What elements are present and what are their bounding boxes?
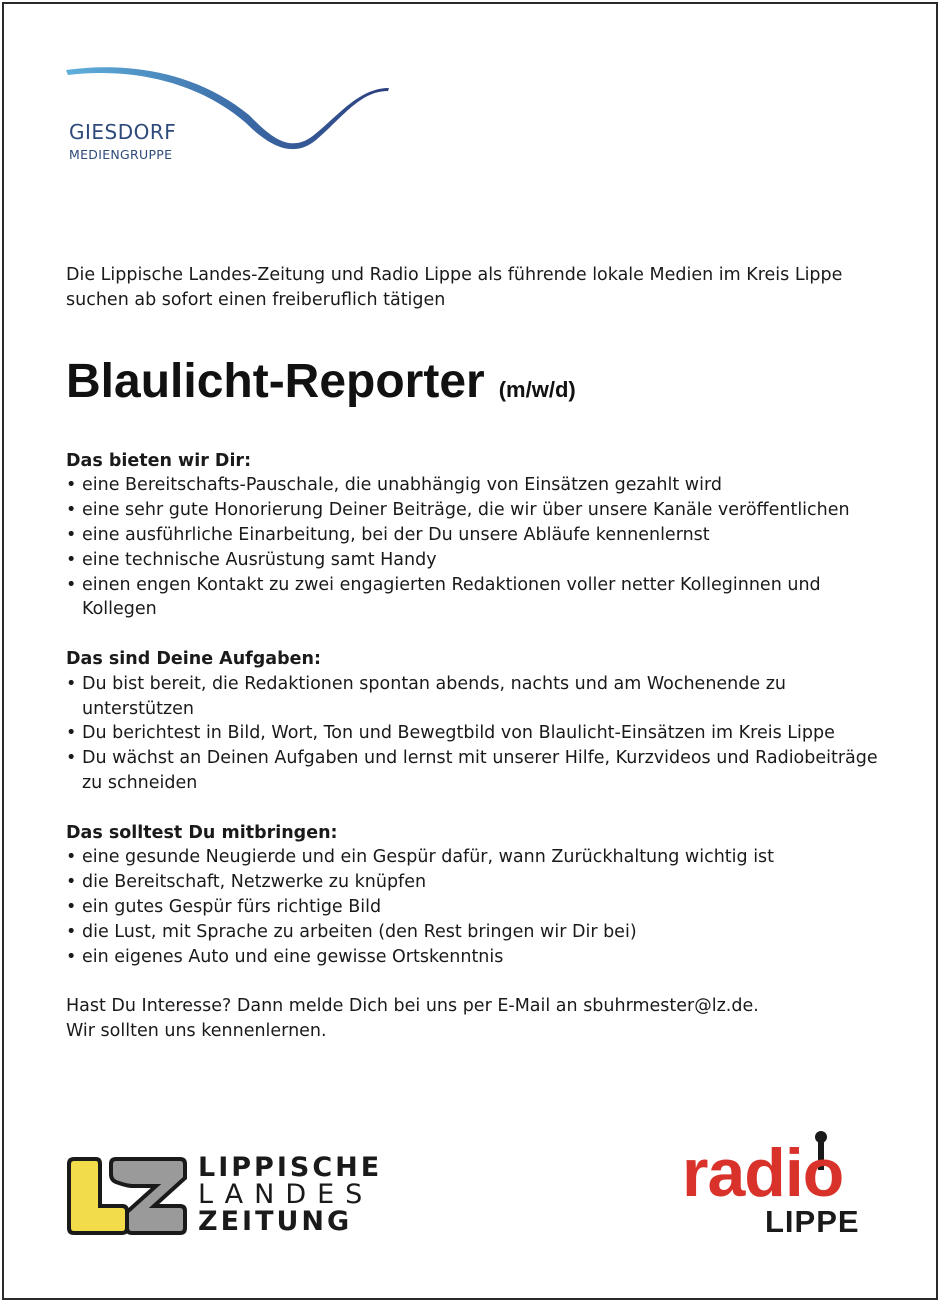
list-item: • Du wächst an Deinen Aufgaben und lernst mit unserer Hilfe, Kurzvideos und Radiobeiträge zu schneiden (66, 748, 878, 793)
radio-wordmark: radio (682, 1135, 844, 1211)
job-title-suffix: (m/w/d) (498, 376, 576, 402)
list-item: • die Bereitschaft, Netzwerke zu knüpfen (66, 872, 427, 893)
giesdorf-name: GIESDORF (69, 120, 177, 144)
job-ad-content (66, 263, 886, 1044)
list-item: • Du berichtest in Bild, Wort, Ton und Bewegtbild von Blaulicht-Einsätzen im Kreis Lippe (66, 723, 835, 744)
lz-line-1: LIPPISCHE (198, 1152, 383, 1183)
section-tasks (66, 647, 886, 796)
lz-wordmark (198, 1154, 382, 1235)
closing-line-1: Hast Du Interesse? Dann melde Dich bei uns per E-Mail an sbuhrmester@lz.de. (66, 996, 759, 1017)
list-item: • eine Bereitschafts-Pauschale, die unabhängig von Einsätzen gezahlt wird (66, 475, 722, 496)
giesdorf-subtitle: MEDIENGRUPPE (69, 147, 173, 162)
section-offer (66, 449, 886, 623)
lz-mark-icon (66, 1156, 188, 1236)
radio-lippe-label: LIPPE (765, 1204, 860, 1239)
list-item: • eine ausführliche Einarbeitung, bei der Du unsere Abläufe kennenlernst (66, 524, 710, 545)
intro-line-2: suchen ab sofort einen freiberuflich tätigen (66, 289, 446, 310)
list-item: • eine gesunde Neugierde und ein Gespür dafür, wann Zurückhaltung wichtig ist (66, 847, 775, 868)
list-item: • ein gutes Gespür fürs richtige Bild (66, 896, 382, 917)
section-heading: Das bieten wir Dir: (66, 450, 252, 471)
intro-text (66, 263, 886, 313)
giesdorf-logo (64, 60, 394, 170)
section-heading: Das solltest Du mitbringen: (66, 822, 338, 843)
intro-line-1: Die Lippische Landes-Zeitung und Radio Lippe als führende lokale Medien im Kreis Lippe (66, 265, 843, 285)
section-heading: Das sind Deine Aufgaben: (66, 648, 321, 669)
list-item: • ein eigenes Auto und eine gewisse Ortskenntnis (66, 946, 504, 967)
lz-line-3: ZEITUNG (198, 1206, 353, 1237)
job-title-main: Blaulicht-Reporter (66, 354, 485, 408)
list-item: • einen engen Kontakt zu zwei engagierten Redaktionen voller netter Kolleginnen und Kollegen (66, 574, 821, 620)
lz-line-2: LANDES (198, 1179, 374, 1210)
closing-line-2: Wir sollten uns kennenlernen. (66, 1020, 327, 1041)
list-item: • die Lust, mit Sprache zu arbeiten (den Rest bringen wir Dir bei) (66, 921, 637, 942)
list-item: • Du bist bereit, die Redaktionen spontan abends, nachts und am Wochenende zu unterstützen (66, 673, 786, 719)
closing-text (66, 994, 886, 1044)
lz-logo (66, 1154, 386, 1240)
radio-lippe-logo (680, 1130, 890, 1245)
list-item: • eine sehr gute Honorierung Deiner Beiträge, die wir über unsere Kanäle veröffentlichen (66, 500, 850, 521)
list-item: • eine technische Ausrüstung samt Handy (66, 549, 437, 570)
job-title (66, 355, 886, 409)
section-requirements (66, 821, 886, 970)
